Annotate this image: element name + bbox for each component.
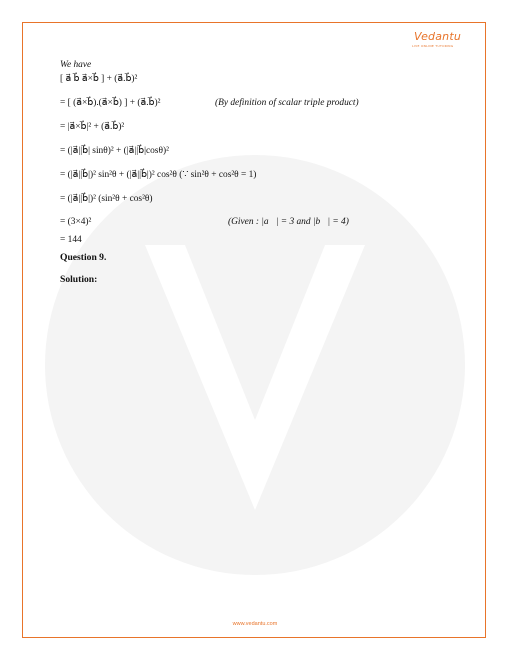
- given-note: (Given : |a⃗| = 3 and |b⃗| = 4): [228, 217, 349, 227]
- footer-url[interactable]: www.vedantu.com: [232, 621, 278, 627]
- vedantu-watermark-logo: [40, 150, 470, 580]
- intro-text: We have: [60, 60, 92, 70]
- equation-line-1: [ a⃗ b⃗ a⃗×b⃗ ] + (a⃗.b⃗)²: [60, 74, 138, 84]
- equation-line-4: = (|a⃗||b⃗| sinθ)² + (|a⃗||b⃗|cosθ)²: [60, 146, 169, 156]
- question-heading: Question 9.: [60, 252, 107, 263]
- equation-line-8: = 144: [60, 235, 82, 245]
- brand-logo: Vedantu: [414, 30, 462, 43]
- equation-line-6: = (|a⃗||b⃗|)² (sin²θ + cos²θ): [60, 194, 153, 204]
- equation-line-5: = (|a⃗||b⃗|)² sin²θ + (|a⃗||b⃗|)² cos²θ (∵ sin²θ + cos²θ = 1): [60, 170, 257, 180]
- solution-heading: Solution:: [60, 274, 98, 285]
- equation-line-7: = (3×4)²: [60, 217, 92, 227]
- equation-line-3: = |a⃗×b⃗|² + (a⃗.b⃗)²: [60, 122, 125, 132]
- brand-tagline: LIVE ONLINE TUTORING: [412, 44, 454, 48]
- definition-note: (By definition of scalar triple product): [215, 98, 359, 108]
- equation-line-2: = [ (a⃗×b⃗).(a⃗×b⃗) ] + (a⃗.b⃗)²: [60, 98, 161, 108]
